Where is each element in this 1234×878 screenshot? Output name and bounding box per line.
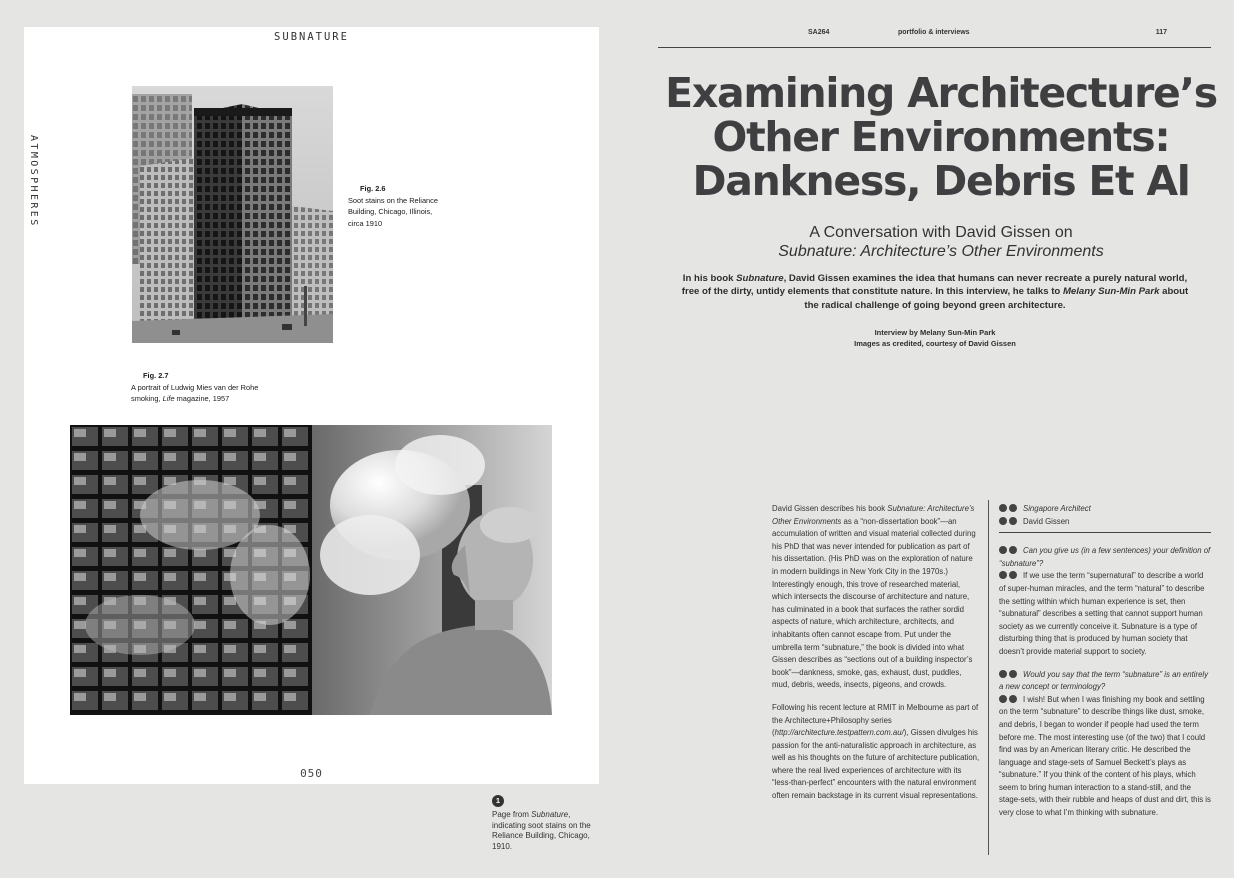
speaker-legend	[999, 503, 1211, 533]
speaker-dg-icon	[999, 694, 1019, 707]
article-credits	[680, 327, 1190, 349]
question-2	[999, 669, 1211, 694]
intro-p1-book-title: Subnature: Architecture’s Other Environments	[772, 504, 975, 526]
intro-p1-text-a: David Gissen describes his book	[772, 504, 888, 513]
answer-2	[999, 694, 1211, 820]
figure-2-6-label: Fig. 2.6	[360, 184, 386, 193]
speaker-dg-icon	[999, 516, 1019, 529]
intro-paragraph-2	[772, 702, 980, 803]
standfirst-book: Subnature	[736, 273, 784, 284]
intro-p1-text-b: as a “non-dissertation book”—an accumulation of written and visual material collected during his PhD that was never intended for publication as part of his dissertation. (His PhD was on the exploration of nature in modern buildings in New York City in the 1970s.) Interestingly enough, this trove of researched material, which intersects the discourse of architecture and nature, has culminated in a book that surfaces the rather sordid aspects of nature, which architecture, architects, and inhabitants often cannot escape from. Put under the umbrella term “subnature,” the book is divided into what Gissen describes as “sections out of a building inspector’s book”—dankness, smoke, gas, exhaust, dust, puddles, mud, debris, weeds, insects, pigeons, and crowds.	[772, 516, 976, 690]
answer-2-text: I wish! But when I was finishing my book and settling on the term “subnature” to describe things like dust, smoke, and debris, I began to wonder if people had used the term before me. The most interesting use (of the two) that I could find was by an American literary critic. He described the language and stage-sets of Samuel Beckett’s plays as “subnature.” If you think of the content of his plays, which seem to bring human interaction to a stand-still, and the stage-sets, with their rubble and heaps of dust and dirt, this is very close to what I’m thinking with subnature.	[999, 694, 1211, 818]
subtitle-line-2: Subnature: Architecture’s Other Environments	[778, 243, 1104, 260]
question-1-text: Can you give us (in a few sentences) your definition of “subnature”?	[999, 546, 1211, 568]
answer-1	[999, 570, 1211, 658]
left-page	[24, 27, 599, 784]
figure-2-7-label: Fig. 2.7	[143, 371, 169, 380]
standfirst	[680, 272, 1190, 312]
standfirst-text-1: In his book	[682, 273, 737, 284]
intro-p2-url: http://architecture.testpattern.com.au/	[774, 728, 904, 738]
question-1	[999, 545, 1211, 570]
reliance-building-photo	[132, 86, 333, 343]
speaker-sa-icon	[999, 545, 1019, 558]
intro-p2-text-a: Following his recent lecture at RMIT in Melbourne as part of the Architecture+Philosophy series (	[772, 702, 979, 738]
left-page-side-label: ATMOSPHERES	[28, 135, 39, 228]
issue-number: SA264	[808, 29, 830, 36]
body-column-left	[772, 503, 980, 813]
credit-images: Images as credited, courtesy of David Gissen	[854, 339, 1016, 348]
column-divider	[988, 500, 989, 855]
figure-2-7-text-end: magazine, 1957	[174, 394, 230, 403]
speaker-dg-icon	[999, 570, 1019, 583]
credit-interview: Interview by Melany Sun-Min Park	[874, 328, 996, 337]
standfirst-interviewer: Melany Sun-Min Park	[1062, 286, 1160, 298]
figure-2-7-text: A portrait of Ludwig Mies van der Rohe smoking,	[131, 382, 259, 403]
legend-dg-label: David Gissen	[1023, 516, 1070, 526]
legend-sa	[999, 503, 1211, 516]
qa-block-2	[999, 669, 1211, 820]
figure-2-6-text: Soot stains on the Reliance Building, Chicago, Illinois, circa 1910	[348, 195, 438, 228]
section-name: portfolio & interviews	[898, 29, 970, 36]
caption-book-title: Subnature	[531, 810, 569, 819]
question-2-text: Would you say that the term “subnature” is an entirely a new concept or terminology?	[999, 669, 1209, 692]
article-subtitle	[658, 223, 1224, 261]
qa-block-1	[999, 545, 1211, 658]
speaker-sa-icon	[999, 669, 1019, 682]
legend-sa-label: Singapore Architect	[1023, 504, 1091, 513]
standfirst-text-3: about the radical challenge of going beyond green architecture.	[804, 286, 1189, 311]
answer-1-text: If we use the term “supernatural” to describe a world of super-human miracles, and the term “natural” to describe the setting within which human experience is set, then “subnatural” describes a setting that cannot support human society as we currently conceive it. Subnature is a type of disturbing thing that is produced by human society that doesn’t provide material support to society.	[999, 571, 1205, 656]
speaker-sa-icon	[999, 503, 1019, 516]
title-line-3: Dankness, Debris Et Al	[692, 157, 1190, 205]
right-page-number: 117	[1155, 29, 1167, 36]
figure-2-6-caption	[348, 183, 438, 229]
title-line-2: Other Environments:	[712, 113, 1170, 161]
caption-text-end: , indicating soot stains on the Reliance Building, Chicago, 1910.	[492, 810, 591, 851]
subtitle-line-1: A Conversation with David Gissen on	[809, 224, 1073, 241]
image-caption	[492, 795, 592, 852]
intro-paragraph-1	[772, 503, 980, 692]
body-column-right	[999, 503, 1211, 830]
article-title	[658, 71, 1224, 203]
running-head	[658, 27, 1211, 48]
standfirst-text-2: , David Gissen examines the idea that humans can never recreate a purely natural world, free of the dirty, untidy elements that constitute nature. In this interview, he talks to	[681, 273, 1188, 298]
title-line-1: Examining Architecture’s	[665, 69, 1217, 117]
intro-p2-text-b: ), Gissen divulges his passion for the anti-naturalistic approach in architecture, as well as his thoughts on the future of architecture publication, where the real lived experiences of architecture with its “less-than-perfect” encounters with the natural environment often remain backstage in its current visual representations.	[772, 728, 980, 801]
left-page-header: SUBNATURE	[274, 31, 349, 43]
caption-text: Page from	[492, 810, 532, 819]
figure-2-7-caption	[131, 370, 271, 405]
mies-van-der-rohe-portrait	[70, 425, 552, 715]
left-page-number: 050	[300, 767, 323, 780]
figure-2-7-magazine: Life	[162, 394, 175, 403]
legend-dg	[999, 516, 1211, 529]
caption-number-badge: 1	[492, 795, 504, 807]
